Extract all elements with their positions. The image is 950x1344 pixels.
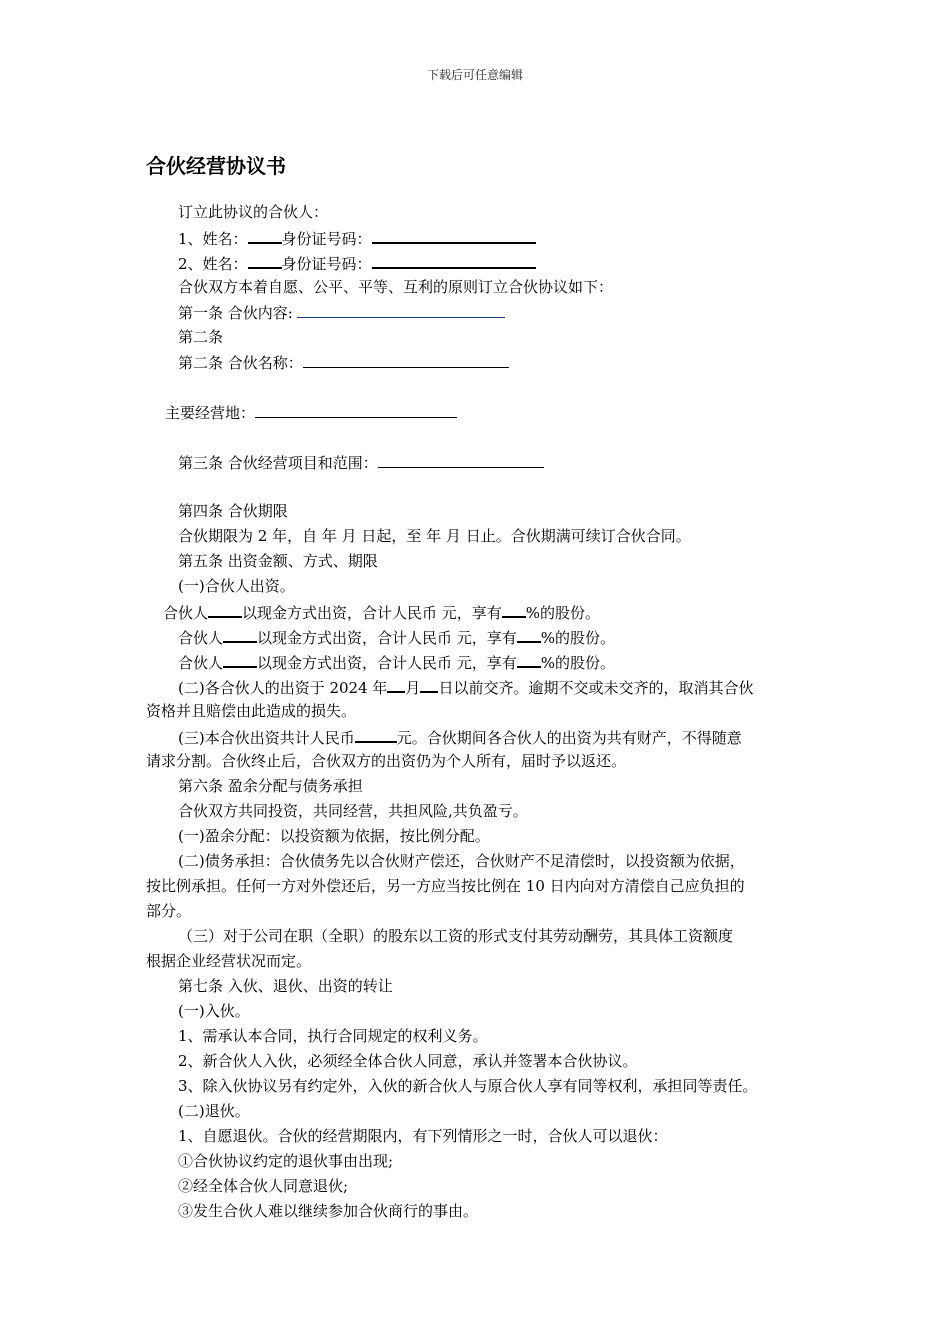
contribution-text: 以现金方式出资，合计人民币 元，享有	[257, 654, 517, 672]
content-blank[interactable]	[297, 302, 505, 318]
contribution-heading: (一)合伙人出资。	[178, 577, 295, 595]
debt-line: (二)债务承担：合伙债务先以合伙财产偿还，合伙财产不足清偿时，以投资额为依据，	[178, 852, 745, 870]
withdrawal-case-1: ①合伙协议约定的退伙事由出现;	[178, 1152, 394, 1170]
name-blank[interactable]	[248, 252, 282, 269]
id-blank[interactable]	[372, 252, 536, 269]
document-title: 合伙经营协议书	[146, 154, 286, 178]
intro-line: 订立此协议的合伙人：	[178, 203, 329, 221]
share-text: %的股份。	[525, 604, 601, 622]
month-blank[interactable]	[387, 676, 405, 693]
total-text-a: (三)本合伙出资共计人民币	[178, 729, 355, 747]
admission-item-2: 2、新合伙人入伙，必须经全体合伙人同意，承认并签署本合伙协议。	[178, 1052, 638, 1070]
partner-label: 合伙人	[163, 604, 209, 622]
debt-line-cont-2: 部分。	[146, 902, 192, 920]
deadline-line-cont: 资格并且赔偿由此造成的损失。	[146, 702, 357, 720]
name-blank[interactable]	[248, 227, 282, 244]
article-1-line	[178, 302, 505, 323]
partner-1-line	[178, 227, 536, 249]
article-3-label: 第三条 合伙经营项目和范围：	[178, 454, 378, 472]
article-2-heading: 第二条	[178, 328, 224, 346]
article-5-heading: 第五条 出资金额、方式、期限	[178, 552, 378, 570]
deadline-text-a: (二)各合伙人的出资于 2024 年	[178, 679, 388, 697]
scope-blank[interactable]	[378, 452, 544, 468]
article-4-heading: 第四条 合伙期限	[178, 502, 288, 520]
partner-contribution-1	[163, 601, 600, 623]
salary-line-cont: 根据企业经营状况而定。	[146, 952, 312, 970]
admission-heading: (一)入伙。	[178, 1002, 250, 1020]
joint-investment-line: 合伙双方共同投资，共同经营，共担风险,共负盈亏。	[178, 802, 528, 820]
location-line	[165, 402, 457, 423]
id-blank[interactable]	[372, 227, 536, 244]
header-note: 下载后可任意编辑	[426, 68, 523, 82]
name-label: 2、姓名：	[178, 255, 248, 273]
article-3-line	[178, 452, 544, 473]
deadline-text-b: 月	[405, 679, 421, 697]
partner-contribution-3	[178, 651, 615, 673]
partner-blank[interactable]	[223, 651, 257, 668]
total-text-b: 元。合伙期间各合伙人的出资为共有财产，不得随意	[396, 729, 742, 747]
partner-contribution-2	[178, 626, 615, 648]
contribution-text: 以现金方式出资，合计人民币 元，享有	[242, 604, 502, 622]
share-text: %的股份。	[540, 629, 616, 647]
withdrawal-case-2: ②经全体合伙人同意退伙;	[178, 1177, 349, 1195]
share-blank[interactable]	[502, 601, 526, 618]
article-7-heading: 第七条 入伙、退伙、出资的转让	[178, 977, 393, 995]
admission-item-3: 3、除入伙协议另有约定外，入伙的新合伙人与原合伙人享有同等权利，承担同等责任。	[178, 1077, 758, 1095]
contribution-text: 以现金方式出资，合计人民币 元，享有	[257, 629, 517, 647]
partner-2-line	[178, 252, 536, 274]
day-blank[interactable]	[420, 676, 438, 693]
share-text: %的股份。	[540, 654, 616, 672]
withdrawal-heading: (二)退伙。	[178, 1102, 250, 1120]
article-1-label: 第一条 合伙内容:	[178, 304, 293, 322]
admission-item-1: 1、需承认本合同，执行合同规定的权利义务。	[178, 1027, 488, 1045]
deadline-text-c: 日以前交齐。逾期不交或未交齐的，取消其合伙	[438, 679, 754, 697]
total-blank[interactable]	[355, 726, 397, 743]
partner-label: 合伙人	[178, 654, 224, 672]
total-line-cont: 请求分割。合伙终止后，合伙双方的出资仍为个人所有，届时予以返还。	[146, 752, 627, 770]
partnership-name-blank[interactable]	[303, 352, 509, 368]
principle-line: 合伙双方本着自愿、公平、平等、互利的原则订立合伙协议如下：	[178, 278, 614, 296]
withdrawal-case-3: ③发生合伙人难以继续参加合伙商行的事由。	[178, 1202, 479, 1220]
article-6-heading: 第六条 盈余分配与债务承担	[178, 777, 363, 795]
id-label: 身份证号码：	[281, 230, 372, 248]
partner-blank[interactable]	[223, 626, 257, 643]
term-line: 合伙期限为 2 年，自 年 月 日起，至 年 月 日止。合伙期满可续订合伙合同。	[178, 527, 691, 545]
location-blank[interactable]	[255, 402, 457, 418]
location-label: 主要经营地：	[165, 404, 256, 422]
profit-line: (一)盈余分配：以投资额为依据，按比例分配。	[178, 827, 490, 845]
share-blank[interactable]	[517, 651, 541, 668]
total-line	[178, 726, 742, 748]
article-2-label: 第二条 合伙名称：	[178, 354, 303, 372]
name-label: 1、姓名：	[178, 230, 248, 248]
debt-line-cont-1: 按比例承担。任何一方对外偿还后，另一方应当按比例在 10 日内向对方清偿自己应负担的	[146, 877, 745, 895]
deadline-line	[178, 676, 753, 698]
id-label: 身份证号码：	[281, 255, 372, 273]
article-2-line	[178, 352, 509, 373]
salary-line: （三）对于公司在职（全职）的股东以工资的形式支付其劳动酬劳，其具体工资额度	[178, 927, 734, 945]
share-blank[interactable]	[517, 626, 541, 643]
partner-label: 合伙人	[178, 629, 224, 647]
withdrawal-item-1: 1、自愿退伙。合伙的经营期限内，有下列情形之一时，合伙人可以退伙：	[178, 1127, 668, 1145]
partner-blank[interactable]	[208, 601, 242, 618]
